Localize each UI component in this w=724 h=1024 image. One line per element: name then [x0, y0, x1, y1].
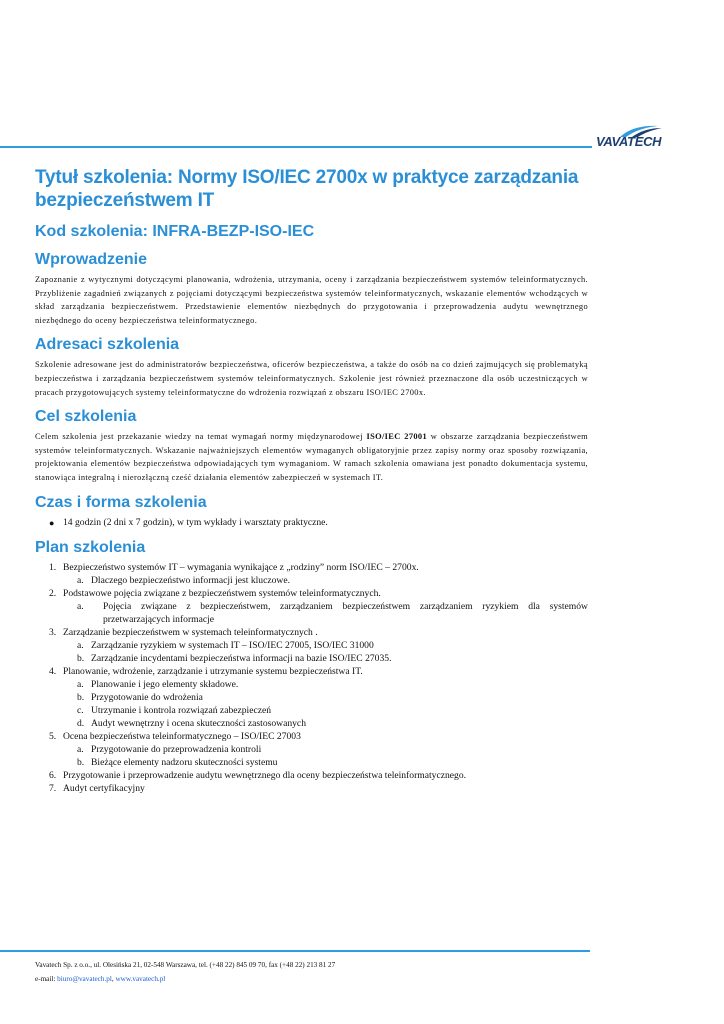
footer-rule: [0, 950, 590, 952]
plan-sublist: [63, 574, 588, 587]
plan-item-text: Planowanie, wdrożenie, zarządzanie i utrzymanie systemu bezpieczeństwa IT.: [63, 665, 363, 677]
plan-sublist: [63, 678, 588, 730]
plan-subitem-text: Audyt wewnętrzny i ocena skuteczności zastosowanych: [91, 717, 306, 729]
plan-subitem-text: Planowanie i jego elementy składowe.: [91, 678, 239, 690]
plan-item-text: Zarządzanie bezpieczeństwem w systemach teleinformatycznych .: [63, 626, 318, 638]
plan-subitem-text: Zarządzanie incydentami bezpieczeństwa informacji na bazie ISO/IEC 27035.: [91, 652, 392, 664]
footer-email-label: e-mail:: [35, 975, 58, 983]
plan-sublist: [63, 743, 588, 769]
plan-item-number: 5.: [49, 730, 57, 742]
plan-subitem-letter: b.: [77, 756, 85, 768]
plan-sublist: [63, 639, 588, 665]
section-heading-audience: Adresaci szkolenia: [35, 336, 180, 354]
plan-subitem-letter: b.: [77, 691, 85, 703]
plan-subitem-text: Utrzymanie i kontrola rozwiązań zabezpieczeń: [91, 704, 272, 716]
plan-item-number: 2.: [49, 587, 57, 599]
goal-text-before: Celem szkolenia jest przekazanie wiedzy na temat wymagań normy międzynarodowej: [35, 432, 367, 442]
section-heading-intro: Wprowadzenie: [35, 251, 148, 268]
plan-subitem-letter: a.: [77, 600, 84, 612]
plan-item-text: Podstawowe pojęcia związane z bezpieczeństwem systemów teleinformatycznych.: [63, 587, 381, 599]
plan-list: [35, 561, 588, 795]
plan-subitem: [63, 639, 588, 652]
plan-subitem-letter: d.: [77, 717, 85, 729]
plan-subitem-text: Przygotowanie do przeprowadzenia kontroli: [91, 743, 262, 755]
plan-subitem: [63, 691, 588, 704]
plan-subitem-text: Dlaczego bezpieczeństwo informacji jest kluczowe.: [91, 574, 290, 586]
list-item: [49, 516, 588, 530]
plan-item-number: 3.: [49, 626, 57, 638]
section-text-goal: [35, 430, 588, 484]
plan-subitem: [63, 704, 588, 717]
plan-item-text: Ocena bezpieczeństwa teleinformatycznego – ISO/IEC 27003: [63, 730, 301, 742]
section-text-intro: Zapoznanie z wytycznymi dotyczącymi planowania, wdrożenia, utrzymania, oceny i zarządzania bezpieczeństwem systemów teleinformatycznych. Przybliżenie zagadnień związanych z pojęciami dotyczącymi bezpieczeństwa systemów teleinformatycznych, wskazanie elementów wchodzących w skład zarządzania bezpieczeństwem. Przedstawienie elementów niezbędnych do przygotowania i przeprowadzenia audytu wewnętrznego niezbędnego do oceny bezpieczeństwa teleinformatycznego.: [35, 275, 588, 325]
footer-contact: [35, 972, 595, 986]
plan-subitem-letter: a.: [77, 743, 84, 755]
plan-item: [35, 730, 588, 769]
footer-address: Vavatech Sp. z o.o., ul. Olesińska 21, 02-548 Warszawa, tel. (+48 22) 845 09 70, fax (+48 22) 213 81 27: [35, 961, 336, 969]
duration-text: 14 godzin (2 dni x 7 godzin), w tym wykłady i warsztaty praktyczne.: [63, 516, 328, 528]
training-title: Tytuł szkolenia: Normy ISO/IEC 2700x w praktyce zarządzania bezpieczeństwem IT: [35, 167, 579, 211]
plan-subitem-letter: a.: [77, 678, 84, 690]
plan-item-text: Audyt certyfikacyjny: [63, 782, 145, 794]
plan-subitem: [63, 652, 588, 665]
section-text-audience: Szkolenie adresowane jest do administratorów bezpieczeństwa, oficerów bezpieczeństwa, a także do osób na co dzień zajmujących się problematyką bezpieczeństwa i zarządzania bezpieczeństwem systemów teleinformatycznych. Szkolenie jest również przeznaczone dla osób uczestniczących w pracach przygotowujących systemy teleinformatyczne do wdrożenia rozwiązań z obszaru ISO/IEC 2700x.: [35, 360, 588, 397]
bullet-icon: ●: [49, 517, 55, 528]
header-rule: [0, 146, 592, 148]
plan-subitem-letter: b.: [77, 652, 85, 664]
footer-website-link[interactable]: www.vavatech.pl: [115, 975, 166, 983]
plan-item: [35, 769, 588, 782]
plan-item: [35, 561, 588, 587]
goal-text-bold: ISO/IEC 27001: [366, 432, 427, 442]
plan-item: [35, 587, 588, 626]
section-heading-goal: Cel szkolenia: [35, 408, 137, 426]
plan-item: [35, 665, 588, 730]
plan-subitem-text: Pojęcia związane z bezpieczeństwem, zarządzaniem bezpieczeństwem zarządzaniem ryzykiem dla systemów przetwarzających informacje: [103, 600, 588, 625]
plan-item-text: Bezpieczeństwo systemów IT – wymagania wynikające z „rodziny” norm ISO/IEC – 2700x.: [63, 561, 419, 573]
plan-item-number: 6.: [49, 769, 57, 781]
training-code: Kod szkolenia: INFRA-BEZP-ISO-IEC: [35, 223, 315, 240]
footer-separator: ,: [111, 975, 116, 983]
plan-item-text: Przygotowanie i przeprowadzenie audytu wewnętrznego dla oceny bezpieczeństwa teleinformatycznego.: [63, 769, 467, 781]
plan-item: [35, 782, 588, 795]
plan-item: [35, 626, 588, 665]
plan-subitem-letter: a.: [77, 639, 84, 651]
plan-subitem-text: Bieżące elementy nadzoru skuteczności systemu: [91, 756, 278, 768]
plan-subitem: [63, 756, 588, 769]
plan-subitem-text: Zarządzanie ryzykiem w systemach IT – ISO/IEC 27005, ISO/IEC 31000: [91, 639, 374, 651]
plan-subitem: [63, 600, 588, 626]
footer-email-link[interactable]: biuro@vavatech.pl: [57, 975, 112, 983]
vavatech-logo: [596, 124, 690, 152]
logo-text: VAVATECH: [596, 134, 662, 149]
section-heading-plan: Plan szkolenia: [35, 538, 146, 556]
plan-item-number: 4.: [49, 665, 57, 677]
section-heading-duration: Czas i forma szkolenia: [35, 493, 207, 511]
plan-subitem-letter: a.: [77, 574, 84, 586]
plan-item-number: 7.: [49, 782, 57, 794]
duration-list: [35, 516, 588, 530]
page-footer: [35, 958, 595, 986]
plan-item-number: 1.: [49, 561, 57, 573]
goal-text-after: w obszarze zarządzania bezpieczeństwem systemów teleinformatycznych. Wskazanie najważniejszych elementów wymaganych obligatoryjnie przez zapisy normy oraz sposoby rozwiązania, projektowania elementów bezpieczeństwa odpowiadających tym wymaganiom. W ramach szkolenia omawiana jest ponadto dokumentacja systemu, stanowiąca integralną i nierozłączną cześć działania elementów zabezpieczeń w systemach IT.: [35, 432, 589, 482]
document-body: [35, 166, 588, 795]
plan-subitem: [63, 678, 588, 691]
plan-subitem: [63, 574, 588, 587]
plan-subitem: [63, 743, 588, 756]
plan-subitem-text: Przygotowanie do wdrożenia: [91, 691, 203, 703]
plan-sublist: [63, 600, 588, 626]
plan-subitem: [63, 717, 588, 730]
plan-subitem-letter: c.: [77, 704, 84, 716]
